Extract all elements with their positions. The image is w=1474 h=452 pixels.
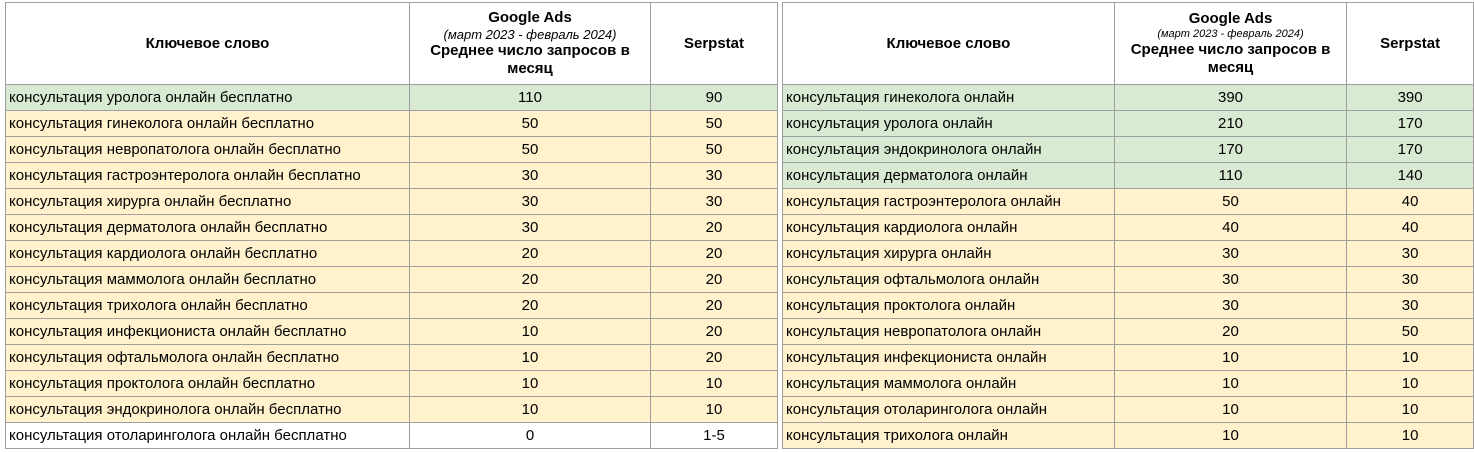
google-ads-title: Google Ads: [488, 9, 572, 26]
keyword-cell: консультация проктолога онлайн: [783, 293, 1115, 319]
google-ads-title: Google Ads: [1188, 10, 1273, 27]
keyword-cell: консультация отоларинголога онлайн: [783, 397, 1115, 423]
serpstat-value-cell: 20: [651, 345, 778, 371]
table-row: [783, 319, 1474, 345]
table-body: [783, 85, 1474, 449]
keyword-cell: консультация хирурга онлайн бесплатно: [6, 189, 410, 215]
keyword-cell: консультация трихолога онлайн: [783, 423, 1115, 449]
google-ads-value-cell: 20: [1114, 319, 1346, 345]
serpstat-value-cell: 30: [651, 163, 778, 189]
serpstat-value-cell: 30: [1347, 241, 1474, 267]
table-row: [6, 345, 778, 371]
google-ads-value-cell: 30: [1114, 241, 1346, 267]
table-row: [6, 215, 778, 241]
serpstat-value-cell: 50: [651, 137, 778, 163]
keyword-cell: консультация уролога онлайн: [783, 111, 1115, 137]
table-body: [6, 85, 778, 449]
google-ads-value-cell: 10: [410, 397, 651, 423]
serpstat-value-cell: 10: [1347, 423, 1474, 449]
table-row: [783, 345, 1474, 371]
table-row: [783, 163, 1474, 189]
table-row: [6, 267, 778, 293]
google-ads-metric: Среднее число запросов в месяц: [430, 42, 630, 77]
table-row: [783, 137, 1474, 163]
serpstat-value-cell: 1-5: [651, 423, 778, 449]
serpstat-value-cell: 10: [651, 397, 778, 423]
keyword-cell: консультация дерматолога онлайн бесплатно: [6, 215, 410, 241]
google-ads-value-cell: 30: [410, 215, 651, 241]
table-row: [783, 85, 1474, 111]
table-row: [783, 293, 1474, 319]
google-ads-value-cell: 10: [410, 345, 651, 371]
serpstat-value-cell: 50: [651, 111, 778, 137]
keyword-cell: консультация дерматолога онлайн: [783, 163, 1115, 189]
serpstat-value-cell: 10: [1347, 371, 1474, 397]
google-ads-value-cell: 10: [1114, 371, 1346, 397]
keywords-table-right: [782, 2, 1474, 449]
google-ads-value-cell: 170: [1114, 137, 1346, 163]
keyword-cell: консультация офтальмолога онлайн: [783, 267, 1115, 293]
table-row: [783, 241, 1474, 267]
google-ads-value-cell: 10: [1114, 397, 1346, 423]
serpstat-value-cell: 20: [651, 215, 778, 241]
table-row: [6, 371, 778, 397]
google-ads-value-cell: 30: [1114, 293, 1346, 319]
serpstat-value-cell: 30: [1347, 293, 1474, 319]
keyword-cell: консультация отоларинголога онлайн бесплатно: [6, 423, 410, 449]
google-ads-value-cell: 30: [410, 163, 651, 189]
google-ads-value-cell: 10: [1114, 345, 1346, 371]
google-ads-value-cell: 50: [410, 111, 651, 137]
serpstat-value-cell: 20: [651, 293, 778, 319]
keyword-cell: консультация гинеколога онлайн: [783, 85, 1115, 111]
keywords-table-left: [5, 2, 778, 449]
google-ads-value-cell: 50: [1114, 189, 1346, 215]
table-row: [783, 111, 1474, 137]
keyword-cell: консультация инфекциониста онлайн бесплатно: [6, 319, 410, 345]
google-ads-column-header: [1114, 3, 1346, 85]
table-header-row: [783, 3, 1474, 85]
table-row: [783, 371, 1474, 397]
google-ads-value-cell: 30: [410, 189, 651, 215]
serpstat-column-header: Serpstat: [1347, 3, 1474, 85]
serpstat-value-cell: 30: [1347, 267, 1474, 293]
keyword-cell: консультация гинеколога онлайн бесплатно: [6, 111, 410, 137]
google-ads-value-cell: 390: [1114, 85, 1346, 111]
keyword-cell: консультация трихолога онлайн бесплатно: [6, 293, 410, 319]
table-row: [6, 85, 778, 111]
keyword-cell: консультация гастроэнтеролога онлайн бесплатно: [6, 163, 410, 189]
google-ads-value-cell: 210: [1114, 111, 1346, 137]
table-row: [783, 423, 1474, 449]
keyword-cell: консультация инфекциониста онлайн: [783, 345, 1115, 371]
google-ads-column-header: [410, 3, 651, 85]
google-ads-period: (март 2023 - февраль 2024): [443, 27, 617, 42]
serpstat-value-cell: 40: [1347, 189, 1474, 215]
google-ads-value-cell: 10: [410, 371, 651, 397]
table-row: [6, 163, 778, 189]
serpstat-value-cell: 40: [1347, 215, 1474, 241]
google-ads-period: (март 2023 - февраль 2024): [1157, 28, 1304, 40]
table-row: [6, 423, 778, 449]
serpstat-value-cell: 10: [1347, 397, 1474, 423]
table-row: [6, 189, 778, 215]
table-header-row: [6, 3, 778, 85]
table-row: [6, 111, 778, 137]
keyword-cell: консультация невропатолога онлайн бесплатно: [6, 137, 410, 163]
table-row: [783, 215, 1474, 241]
keyword-cell: консультация хирурга онлайн: [783, 241, 1115, 267]
google-ads-value-cell: 10: [410, 319, 651, 345]
keyword-column-header: Ключевое слово: [783, 3, 1115, 85]
table-row: [6, 319, 778, 345]
keyword-cell: консультация уролога онлайн бесплатно: [6, 85, 410, 111]
table-row: [783, 189, 1474, 215]
google-ads-value-cell: 0: [410, 423, 651, 449]
table-row: [6, 293, 778, 319]
serpstat-value-cell: 30: [651, 189, 778, 215]
serpstat-value-cell: 90: [651, 85, 778, 111]
serpstat-value-cell: 20: [651, 267, 778, 293]
google-ads-value-cell: 20: [410, 241, 651, 267]
google-ads-value-cell: 40: [1114, 215, 1346, 241]
serpstat-column-header: Serpstat: [651, 3, 778, 85]
table-row: [6, 137, 778, 163]
serpstat-value-cell: 10: [651, 371, 778, 397]
google-ads-metric: Среднее число запросов в месяц: [1130, 41, 1331, 76]
serpstat-value-cell: 50: [1347, 319, 1474, 345]
keyword-cell: консультация кардиолога онлайн бесплатно: [6, 241, 410, 267]
keyword-cell: консультация маммолога онлайн бесплатно: [6, 267, 410, 293]
keyword-cell: консультация кардиолога онлайн: [783, 215, 1115, 241]
keyword-cell: консультация проктолога онлайн бесплатно: [6, 371, 410, 397]
serpstat-value-cell: 170: [1347, 111, 1474, 137]
serpstat-value-cell: 20: [651, 241, 778, 267]
keyword-cell: консультация эндокринолога онлайн бесплатно: [6, 397, 410, 423]
serpstat-value-cell: 10: [1347, 345, 1474, 371]
google-ads-value-cell: 50: [410, 137, 651, 163]
table-row: [783, 397, 1474, 423]
serpstat-value-cell: 390: [1347, 85, 1474, 111]
google-ads-value-cell: 110: [1114, 163, 1346, 189]
table-row: [783, 267, 1474, 293]
serpstat-value-cell: 20: [651, 319, 778, 345]
serpstat-value-cell: 170: [1347, 137, 1474, 163]
serpstat-value-cell: 140: [1347, 163, 1474, 189]
table-row: [6, 241, 778, 267]
keyword-cell: консультация гастроэнтеролога онлайн: [783, 189, 1115, 215]
google-ads-value-cell: 30: [1114, 267, 1346, 293]
keyword-column-header: Ключевое слово: [6, 3, 410, 85]
google-ads-value-cell: 10: [1114, 423, 1346, 449]
google-ads-value-cell: 20: [410, 293, 651, 319]
keyword-cell: консультация маммолога онлайн: [783, 371, 1115, 397]
google-ads-value-cell: 110: [410, 85, 651, 111]
keyword-cell: консультация эндокринолога онлайн: [783, 137, 1115, 163]
keyword-cell: консультация невропатолога онлайн: [783, 319, 1115, 345]
google-ads-value-cell: 20: [410, 267, 651, 293]
keyword-cell: консультация офтальмолога онлайн бесплатно: [6, 345, 410, 371]
table-row: [6, 397, 778, 423]
